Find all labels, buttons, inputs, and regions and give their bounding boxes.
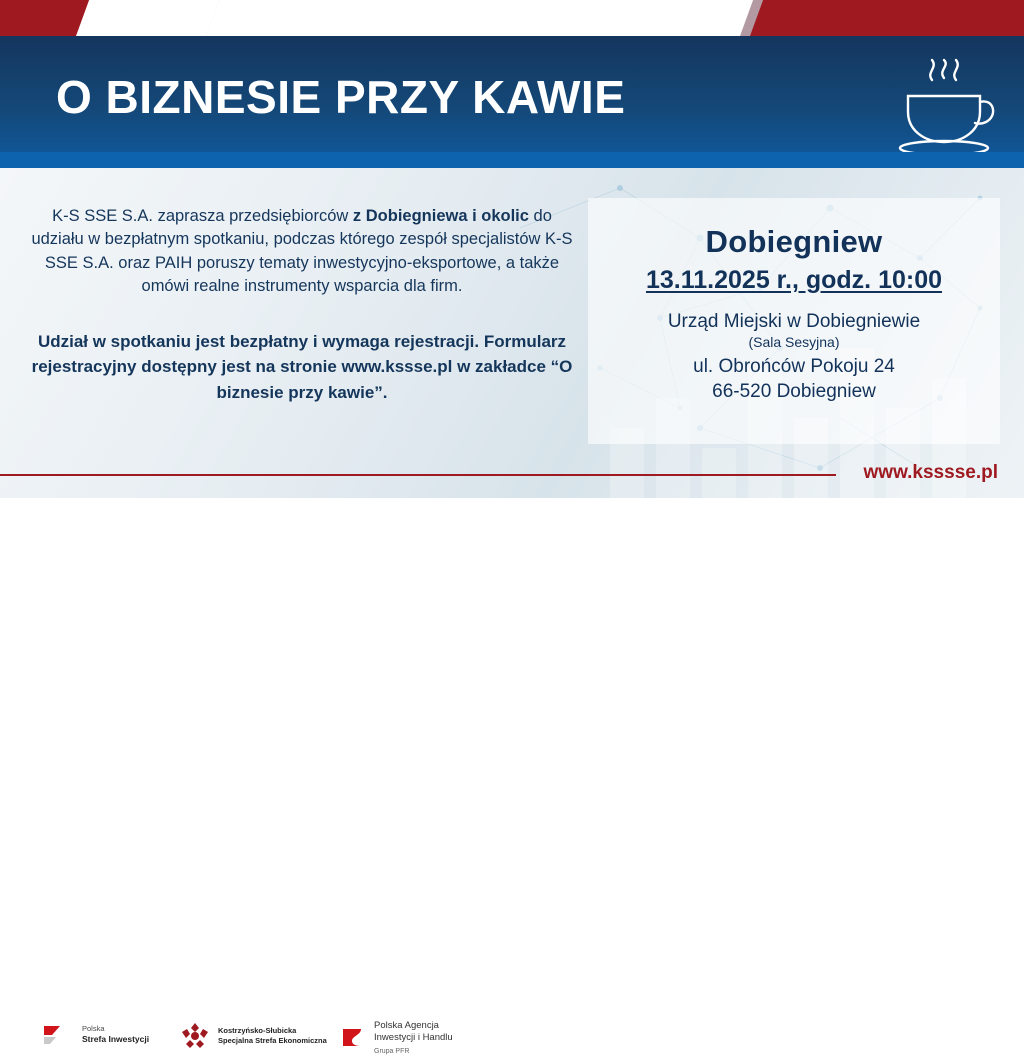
- polska-strefa-inwestycji-logo: [42, 1022, 149, 1048]
- paih-mark-icon: [340, 1025, 366, 1051]
- paih-logo-text: [374, 1020, 453, 1056]
- description-paragraph-1: [24, 205, 580, 299]
- kssse-logo: [180, 1022, 327, 1050]
- website-url[interactable]: www.ksssse.pl: [863, 462, 998, 483]
- description-p1-highlight: z Dobiegniewa i okolic: [352, 207, 529, 225]
- footer-bar: [0, 498, 1024, 1055]
- description-p1-part2: do udziału w bezpłatnym spotkaniu, podczas którego zespół specjalistów K-S SSE S.A. oraz PAIH poruszy tematy inwestycyjno-eksportowe, a także omówi realne instrumenty wsparcia dla firm.: [31, 207, 573, 296]
- event-zip-city: 66-520 Dobiegniew: [712, 381, 876, 402]
- paih-logo-line3: Grupa PFR: [374, 1047, 410, 1055]
- psi-mark-icon: [42, 1022, 74, 1048]
- kssse-logo-text: [218, 1026, 327, 1046]
- event-date: 13.11.2025 r., godz. 10:00: [645, 266, 943, 294]
- header-bottom-stripe: [0, 152, 1024, 168]
- event-details-panel: [588, 198, 1000, 444]
- registration-note: Udział w spotkaniu jest bezpłatny i wymaga rejestracji. Formularz rejestracyjny dostępny jest na stronie www.kssse.pl w zakładce “O biznesie przy kawie”.: [31, 331, 573, 402]
- paih-logo-line2: Inwestycji i Handlu: [374, 1032, 453, 1044]
- paih-logo-line1: Polska Agencja: [374, 1020, 439, 1031]
- description-block: [24, 205, 580, 405]
- kssse-logo-line1: Kostrzyńsko-Słubicka: [218, 1025, 297, 1035]
- event-street: ul. Obrońców Pokoju 24: [693, 356, 895, 377]
- description-p1-part1: K-S SSE S.A. zaprasza przedsiębiorców: [52, 207, 353, 225]
- kssse-logo-line2: Specjalna Strefa Ekonomiczna: [218, 1036, 327, 1045]
- header-bar: [0, 36, 1024, 168]
- psi-logo-text: [82, 1024, 149, 1046]
- paih-logo: [340, 1020, 453, 1056]
- page-title: O BIZNESIE PRZY KAWIE: [56, 71, 626, 123]
- event-hall: (Sala Sesyjna): [748, 334, 840, 350]
- coffee-cup-icon: [872, 52, 1002, 162]
- event-city: Dobiegniew: [705, 224, 883, 259]
- event-venue: Urząd Miejski w Dobiegniewie: [667, 311, 921, 332]
- psi-logo-line1: Polska: [82, 1024, 105, 1034]
- kssse-mark-icon: [180, 1022, 210, 1050]
- red-divider: [0, 474, 836, 476]
- psi-logo-line2: Strefa Inwestycji: [82, 1034, 150, 1045]
